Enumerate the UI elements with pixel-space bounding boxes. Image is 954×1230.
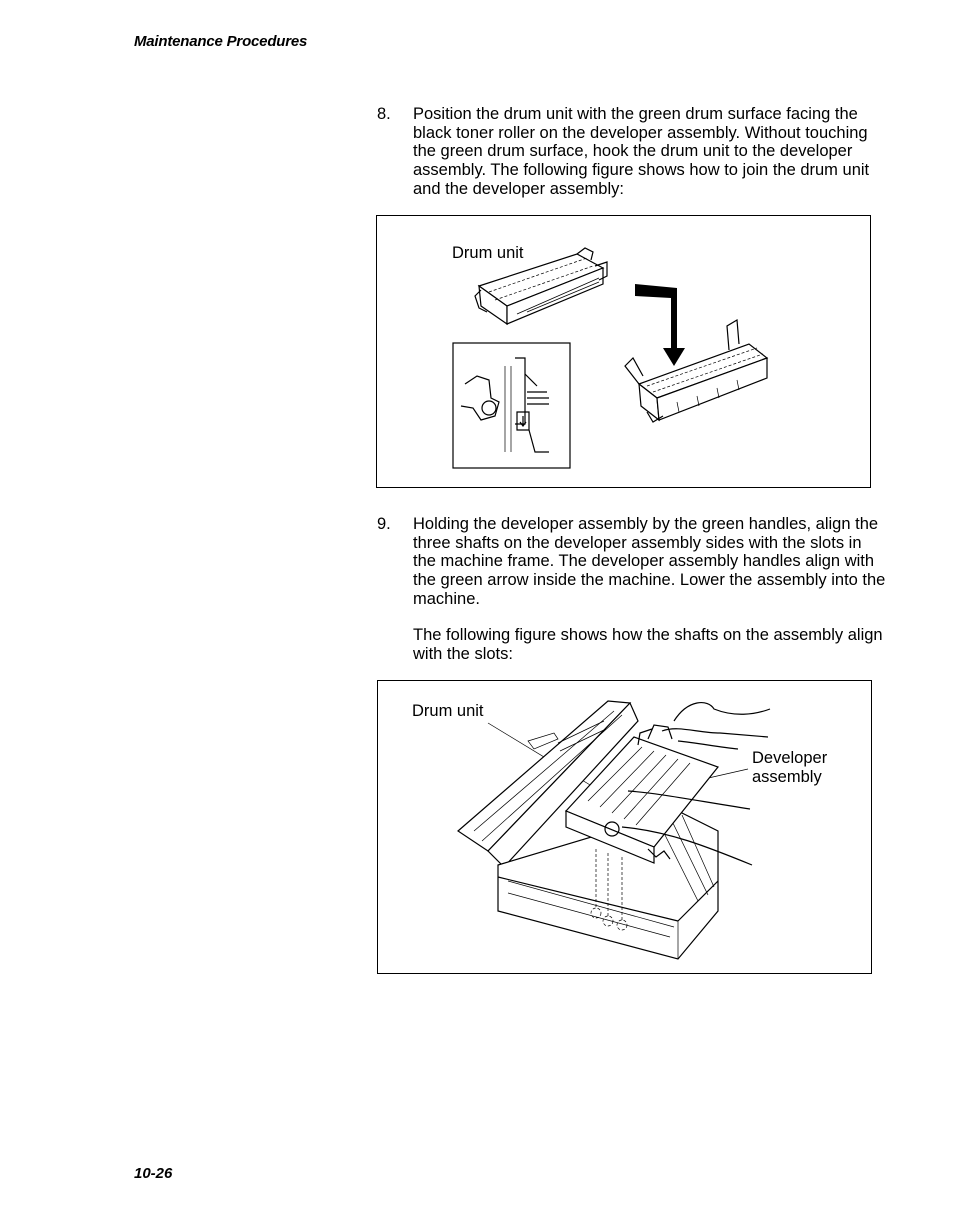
- step-8: [377, 105, 887, 199]
- figure-drum-developer-join: [376, 215, 871, 488]
- figure-2-illustration: [378, 681, 873, 975]
- figure-intro-paragraph: The following figure shows how the shafts on the assembly align with the slots:: [413, 626, 883, 663]
- figure-1-illustration: [377, 216, 872, 489]
- insert-arrow-icon: [635, 284, 685, 366]
- detail-inset: [453, 343, 570, 468]
- figure-2-assembly-label: assembly: [752, 768, 822, 786]
- figure-2-drum-unit-label: Drum unit: [412, 702, 484, 720]
- page-number: 10-26: [134, 1165, 173, 1182]
- running-header: Maintenance Procedures: [134, 33, 308, 50]
- step-text: Position the drum unit with the green drum surface facing the black toner roller on the developer assembly. Without touching the green drum surface, hook the drum unit to the developer assembly. The following figure shows how to join the drum unit and the developer assembly:: [413, 105, 870, 198]
- figure-1-drum-unit-label: Drum unit: [452, 244, 524, 262]
- figure-developer-installation: [377, 680, 872, 974]
- step-number: 9.: [377, 515, 391, 533]
- step-text: Holding the developer assembly by the green handles, align the three shafts on the developer assembly sides with the slots in the machine frame. The developer assembly handles align with the green arrow inside the machine. Lower the assembly into the machine.: [413, 515, 886, 608]
- figure-2-developer-label: Developer: [752, 749, 828, 767]
- developer-assembly-drawing: [625, 320, 767, 422]
- step-9: [377, 515, 887, 609]
- step-number: 8.: [377, 105, 391, 123]
